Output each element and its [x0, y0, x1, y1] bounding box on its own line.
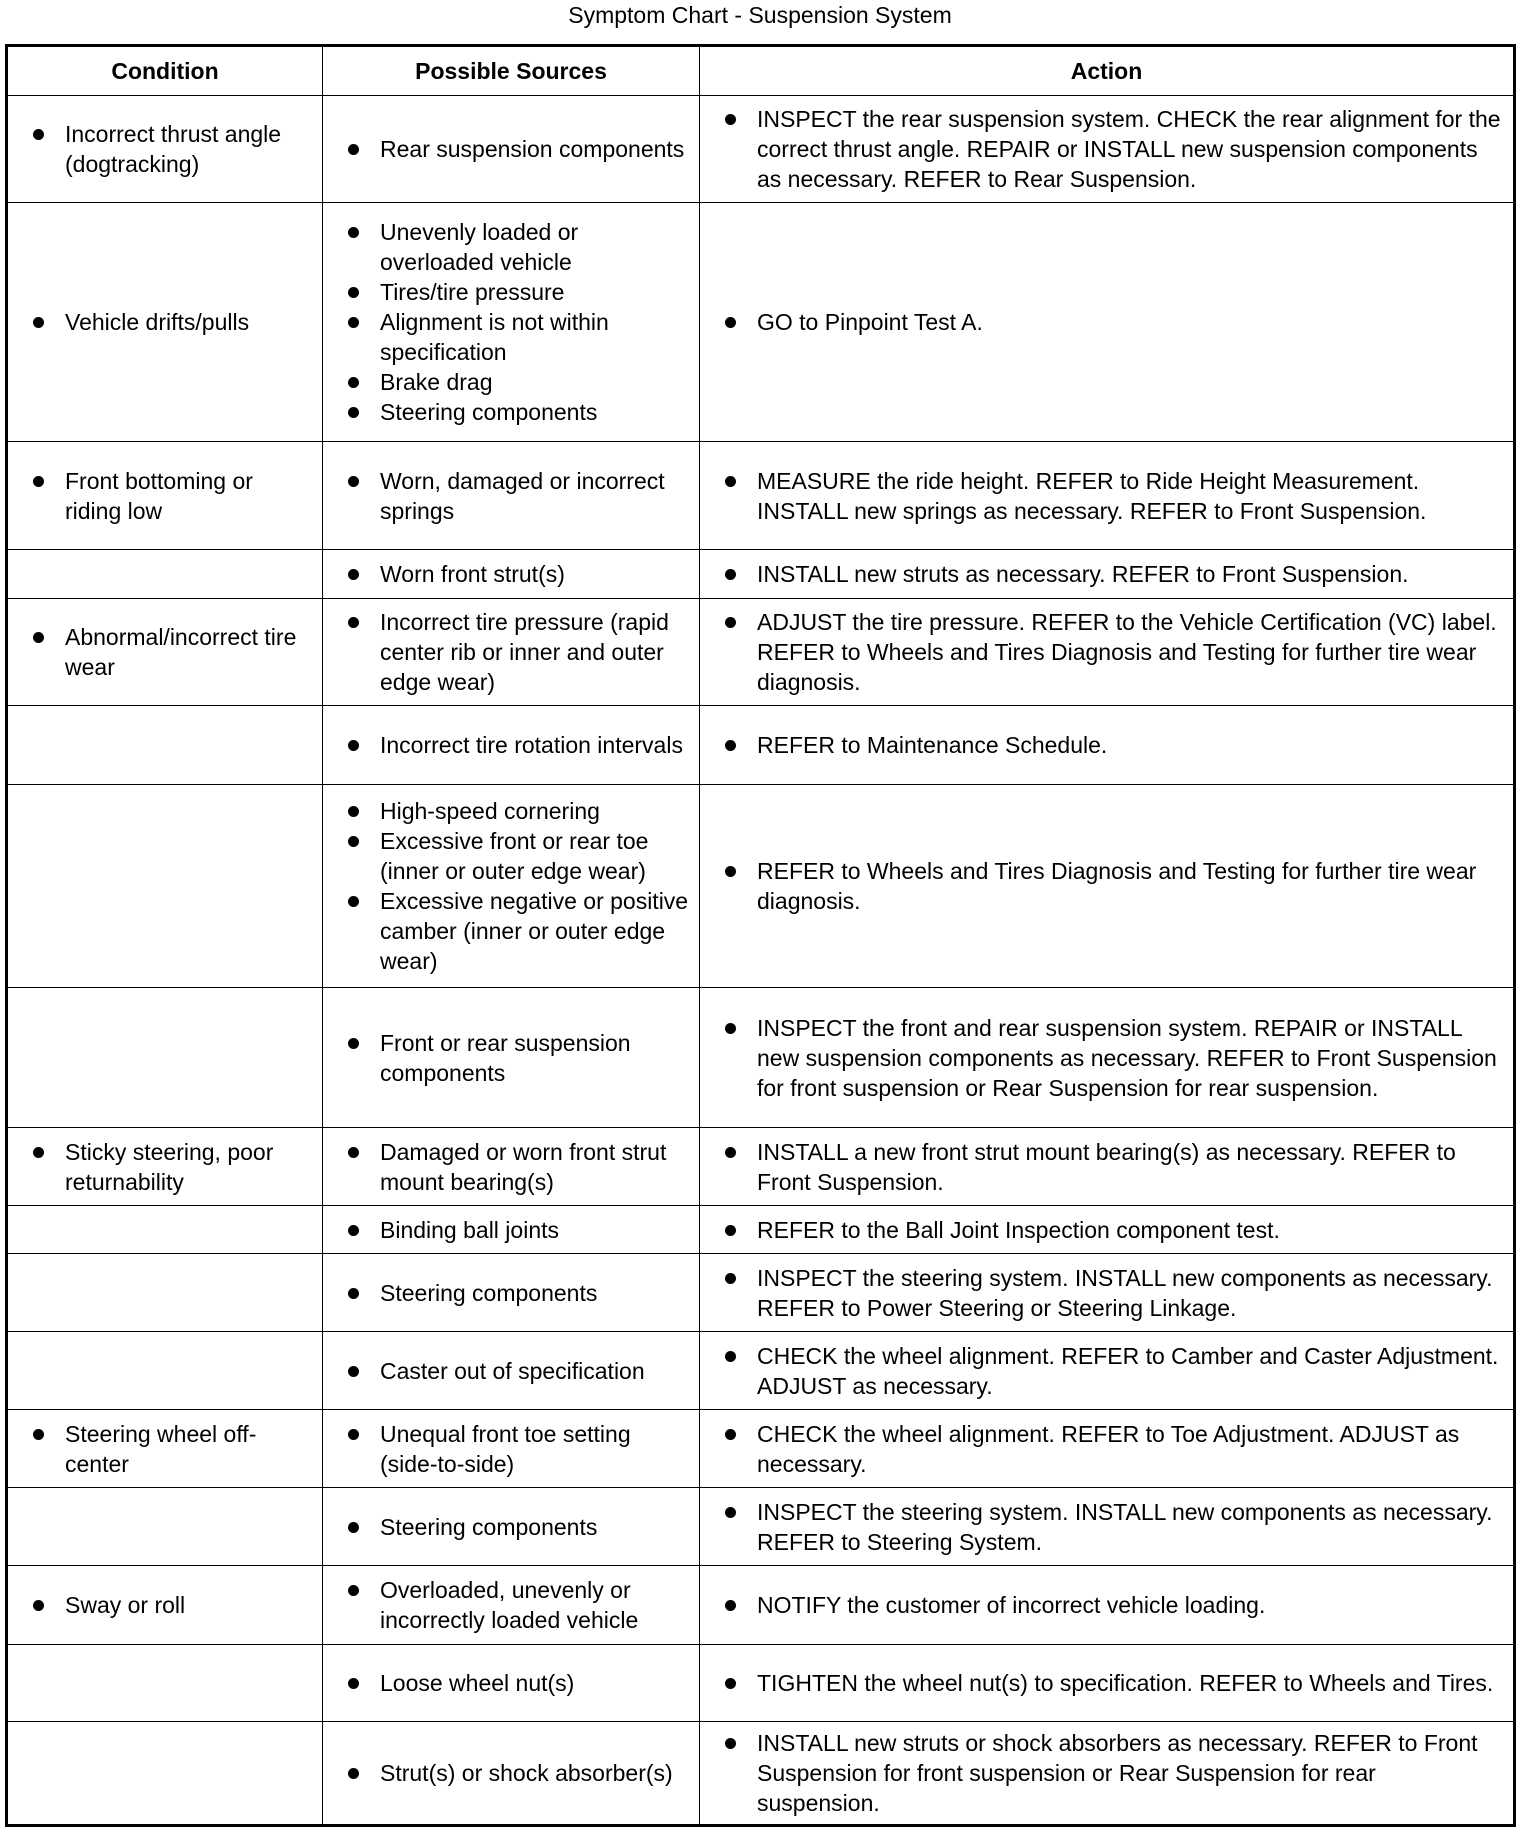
sources-list	[343, 730, 689, 760]
sources-list	[343, 1575, 689, 1635]
list-item: INSPECT the front and rear suspension system. REPAIR or INSTALL new suspension components as necessary. REFER to Front Suspension for front suspension or Rear Suspension for rear suspension.	[720, 1013, 1503, 1103]
sources-cell	[323, 1206, 700, 1254]
sources-list	[343, 466, 689, 526]
sources-list	[343, 1028, 689, 1088]
condition-list	[28, 466, 312, 526]
list-item: Vehicle drifts/pulls	[28, 307, 312, 337]
header-condition: Condition	[7, 46, 323, 96]
list-item: Steering components	[343, 397, 689, 427]
table-row	[7, 1206, 1515, 1254]
action-list	[720, 1668, 1503, 1698]
sources-cell	[323, 1488, 700, 1566]
condition-cell	[7, 442, 323, 550]
action-cell	[700, 706, 1515, 785]
action-list	[720, 730, 1503, 760]
action-list	[720, 104, 1503, 194]
condition-cell	[7, 1254, 323, 1332]
sources-list	[343, 134, 689, 164]
list-item: CHECK the wheel alignment. REFER to Camber and Caster Adjustment. ADJUST as necessary.	[720, 1341, 1503, 1401]
sources-list	[343, 1512, 689, 1542]
condition-cell	[7, 550, 323, 599]
action-list	[720, 1590, 1503, 1620]
table-row	[7, 785, 1515, 988]
symptom-chart-table	[5, 44, 1516, 1827]
list-item: Incorrect tire rotation intervals	[343, 730, 689, 760]
sources-cell	[323, 203, 700, 442]
list-item: Overloaded, unevenly or incorrectly loaded vehicle	[343, 1575, 689, 1635]
list-item: High-speed cornering	[343, 796, 689, 826]
condition-list	[28, 1590, 312, 1620]
condition-list	[28, 1419, 312, 1479]
list-item: Brake drag	[343, 367, 689, 397]
action-cell	[700, 1206, 1515, 1254]
table-row	[7, 988, 1515, 1128]
list-item: Tires/tire pressure	[343, 277, 689, 307]
list-item: Worn front strut(s)	[343, 559, 689, 589]
list-item: Binding ball joints	[343, 1215, 689, 1245]
list-item: TIGHTEN the wheel nut(s) to specification. REFER to Wheels and Tires.	[720, 1668, 1503, 1698]
sources-list	[343, 1419, 689, 1479]
list-item: Incorrect thrust angle (dogtracking)	[28, 119, 312, 179]
action-cell	[700, 1722, 1515, 1826]
table-row	[7, 442, 1515, 550]
condition-cell	[7, 1332, 323, 1410]
table-row	[7, 203, 1515, 442]
sources-cell	[323, 706, 700, 785]
sources-cell	[323, 599, 700, 706]
list-item: Steering components	[343, 1278, 689, 1308]
sources-list	[343, 1356, 689, 1386]
list-item: Front bottoming or riding low	[28, 466, 312, 526]
list-item: INSTALL new struts or shock absorbers as necessary. REFER to Front Suspension for front suspension or Rear Suspension for rear suspension.	[720, 1728, 1503, 1818]
list-item: Incorrect tire pressure (rapid center rib or inner and outer edge wear)	[343, 607, 689, 697]
action-list	[720, 1215, 1503, 1245]
table-row	[7, 706, 1515, 785]
action-list	[720, 307, 1503, 337]
list-item: Unevenly loaded or overloaded vehicle	[343, 217, 689, 277]
header-possible-sources: Possible Sources	[323, 46, 700, 96]
sources-cell	[323, 1410, 700, 1488]
action-cell	[700, 1332, 1515, 1410]
action-list	[720, 1341, 1503, 1401]
list-item: Abnormal/incorrect tire wear	[28, 622, 312, 682]
sources-cell	[323, 1645, 700, 1722]
table-row	[7, 1254, 1515, 1332]
condition-cell	[7, 1488, 323, 1566]
list-item: Front or rear suspension components	[343, 1028, 689, 1088]
condition-cell	[7, 96, 323, 203]
list-item: Excessive negative or positive camber (inner or outer edge wear)	[343, 886, 689, 976]
list-item: INSPECT the steering system. INSTALL new components as necessary. REFER to Steering System.	[720, 1497, 1503, 1557]
action-cell	[700, 1254, 1515, 1332]
action-cell	[700, 1645, 1515, 1722]
table-row	[7, 550, 1515, 599]
sources-list	[343, 796, 689, 976]
action-cell	[700, 203, 1515, 442]
list-item: Unequal front toe setting (side-to-side)	[343, 1419, 689, 1479]
action-cell	[700, 1488, 1515, 1566]
action-cell	[700, 1566, 1515, 1645]
condition-cell	[7, 785, 323, 988]
list-item: INSTALL a new front strut mount bearing(s) as necessary. REFER to Front Suspension.	[720, 1137, 1503, 1197]
sources-cell	[323, 785, 700, 988]
sources-list	[343, 1668, 689, 1698]
list-item: CHECK the wheel alignment. REFER to Toe Adjustment. ADJUST as necessary.	[720, 1419, 1503, 1479]
sources-list	[343, 217, 689, 427]
sources-cell	[323, 1332, 700, 1410]
action-cell	[700, 599, 1515, 706]
sources-cell	[323, 1254, 700, 1332]
condition-list	[28, 1137, 312, 1197]
list-item: REFER to the Ball Joint Inspection component test.	[720, 1215, 1503, 1245]
table-row	[7, 1332, 1515, 1410]
condition-cell	[7, 1206, 323, 1254]
table-row	[7, 599, 1515, 706]
header-action: Action	[700, 46, 1515, 96]
list-item: REFER to Wheels and Tires Diagnosis and Testing for further tire wear diagnosis.	[720, 856, 1503, 916]
action-list	[720, 1137, 1503, 1197]
table-row	[7, 1645, 1515, 1722]
sources-list	[343, 1758, 689, 1788]
action-cell	[700, 785, 1515, 988]
sources-cell	[323, 550, 700, 599]
header-row	[7, 46, 1515, 96]
sources-list	[343, 559, 689, 589]
sources-cell	[323, 442, 700, 550]
sources-cell	[323, 1566, 700, 1645]
table-row	[7, 1128, 1515, 1206]
condition-cell	[7, 203, 323, 442]
list-item: Caster out of specification	[343, 1356, 689, 1386]
condition-cell	[7, 1410, 323, 1488]
list-item: MEASURE the ride height. REFER to Ride Height Measurement. INSTALL new springs as necessary. REFER to Front Suspension.	[720, 466, 1503, 526]
condition-list	[28, 622, 312, 682]
list-item: Damaged or worn front strut mount bearing(s)	[343, 1137, 689, 1197]
action-list	[720, 856, 1503, 916]
list-item: Strut(s) or shock absorber(s)	[343, 1758, 689, 1788]
list-item: Excessive front or rear toe (inner or outer edge wear)	[343, 826, 689, 886]
condition-cell	[7, 988, 323, 1128]
list-item: ADJUST the tire pressure. REFER to the Vehicle Certification (VC) label. REFER to Wheels and Tires Diagnosis and Testing for further tire wear diagnosis.	[720, 607, 1503, 697]
sources-cell	[323, 1722, 700, 1826]
list-item: Steering components	[343, 1512, 689, 1542]
action-list	[720, 466, 1503, 526]
list-item: Sway or roll	[28, 1590, 312, 1620]
action-list	[720, 1013, 1503, 1103]
action-cell	[700, 442, 1515, 550]
action-cell	[700, 988, 1515, 1128]
list-item: REFER to Maintenance Schedule.	[720, 730, 1503, 760]
list-item: GO to Pinpoint Test A.	[720, 307, 1503, 337]
condition-list	[28, 307, 312, 337]
action-list	[720, 1497, 1503, 1557]
action-list	[720, 607, 1503, 697]
list-item: Rear suspension components	[343, 134, 689, 164]
table-row	[7, 1488, 1515, 1566]
page-title: Symptom Chart - Suspension System	[568, 2, 952, 28]
action-cell	[700, 1128, 1515, 1206]
action-cell	[700, 550, 1515, 599]
condition-list	[28, 119, 312, 179]
sources-cell	[323, 1128, 700, 1206]
action-cell	[700, 96, 1515, 203]
action-list	[720, 1263, 1503, 1323]
table-row	[7, 96, 1515, 203]
condition-cell	[7, 1128, 323, 1206]
list-item: INSPECT the rear suspension system. CHECK the rear alignment for the correct thrust angle. REPAIR or INSTALL new suspension components as necessary. REFER to Rear Suspension.	[720, 104, 1503, 194]
sources-cell	[323, 96, 700, 203]
list-item: Loose wheel nut(s)	[343, 1668, 689, 1698]
sources-cell	[323, 988, 700, 1128]
list-item: INSTALL new struts as necessary. REFER to Front Suspension.	[720, 559, 1503, 589]
table-row	[7, 1722, 1515, 1826]
list-item: Steering wheel off-center	[28, 1419, 312, 1479]
list-item: Sticky steering, poor returnability	[28, 1137, 312, 1197]
list-item: Worn, damaged or incorrect springs	[343, 466, 689, 526]
list-item: Alignment is not within specification	[343, 307, 689, 367]
table-row	[7, 1566, 1515, 1645]
list-item: NOTIFY the customer of incorrect vehicle loading.	[720, 1590, 1503, 1620]
action-list	[720, 1419, 1503, 1479]
sources-list	[343, 1278, 689, 1308]
sources-list	[343, 1215, 689, 1245]
condition-cell	[7, 1645, 323, 1722]
condition-cell	[7, 706, 323, 785]
list-item: INSPECT the steering system. INSTALL new components as necessary. REFER to Power Steering or Steering Linkage.	[720, 1263, 1503, 1323]
sources-list	[343, 607, 689, 697]
condition-cell	[7, 1722, 323, 1826]
condition-cell	[7, 599, 323, 706]
action-list	[720, 559, 1503, 589]
table-row	[7, 1410, 1515, 1488]
condition-cell	[7, 1566, 323, 1645]
sources-list	[343, 1137, 689, 1197]
action-list	[720, 1728, 1503, 1818]
action-cell	[700, 1410, 1515, 1488]
